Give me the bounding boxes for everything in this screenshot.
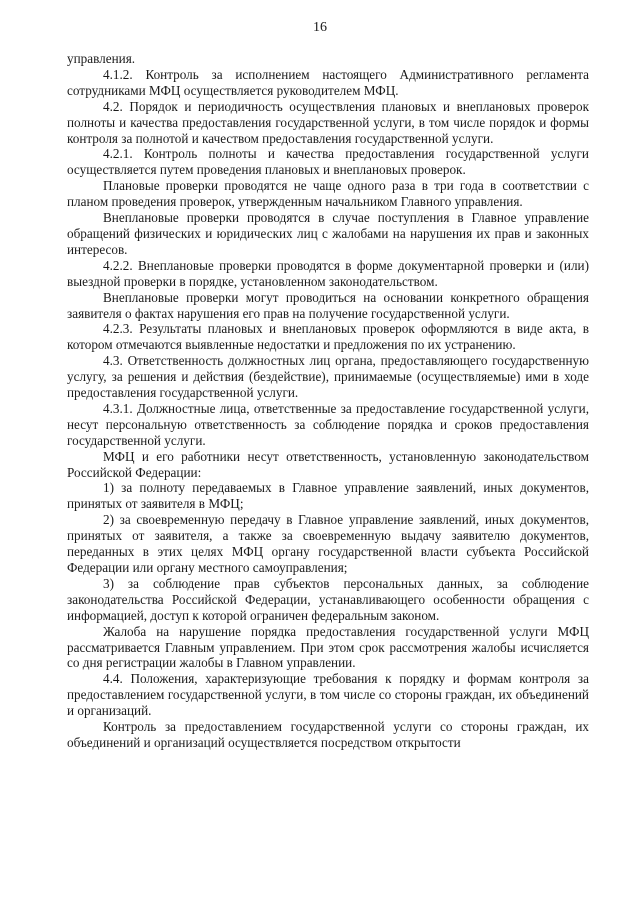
paragraph-4-3-1: 4.3.1. Должностные лица, ответственные за предоставление государственной услуги, несут персональную ответственность за соблюдение порядка и сроков предоставления государственной услуги. [67,400,589,448]
paragraph-public-control: Контроль за предоставлением государственной услуги со стороны граждан, их объединений и организаций осуществляется посредством открытости [67,719,589,750]
paragraph-4-4: 4.4. Положения, характеризующие требования к порядку и формам контроля за предоставлением государственной услуги, в том числе со стороны граждан, их объединений и организаций. [67,671,589,719]
list-item-3: 3) за соблюдение прав субъектов персональных данных, за соблюдение законодательства Российской Федерации, устанавливающего особенности обращения с информацией, доступ к которой ограничен федеральным законом. [67,575,589,623]
paragraph-continuation: управления. [67,51,136,66]
paragraph-unplanned-checks: Внеплановые проверки проводятся в случае поступления в Главное управление обращений физических и юридических лиц с жалобами на нарушения их прав и законных интересов. [67,210,589,257]
paragraph-4-2-3: 4.2.3. Результаты плановых и внеплановых проверок оформляются в виде акта, в котором отмечаются выявленные недостатки и предложения по их устранению. [67,321,589,353]
paragraph-4-3: 4.3. Ответственность должностных лиц органа, предоставляющего государственную услугу, за решения и действия (бездействие), принимаемые (осуществляемые) ими в ходе предоставления государственной услуги. [67,353,589,401]
paragraph-complaint: Жалоба на нарушение порядка предоставления государственной услуги МФЦ рассматривается Главным управлением. При этом срок рассмотрения жалобы исчисляется со дня регистрации жалобы в Главном управлении. [67,623,589,671]
paragraph-4-1-2: 4.1.2. Контроль за исполнением настоящего Административного регламента сотрудниками МФЦ осуществляется руководителем МФЦ. [67,66,589,98]
paragraph-unplanned-basis: Внеплановые проверки могут проводиться на основании конкретного обращения заявителя о фактах нарушения его прав на получение государственной услуги. [67,289,589,321]
list-item-2: 2) за своевременную передачу в Главное управление заявлений, иных документов, принятых от заявителя, а также за своевременную выдачу заявителю документов, переданных в этих целях МФЦ органу государственной власти субъекта Российской Федерации или органу местного самоуправления; [67,512,589,575]
document-body [67,51,589,751]
paragraph-planned-checks: Плановые проверки проводятся не чаще одного раза в три года в соответствии с планом проведения проверок, утвержденным начальником Главного управления. [67,178,589,210]
paragraph-mfc-responsibility: МФЦ и его работники несут ответственность, установленную законодательством Российской Федерации: [67,448,589,480]
paragraph-4-2-2: 4.2.2. Внеплановые проверки проводятся в форме документарной проверки и (или) выездной проверки в порядке, установленном законодательством. [67,257,589,289]
paragraph-4-2: 4.2. Порядок и периодичность осуществления плановых и внеплановых проверок полноты и качества предоставления государственной услуги, в том числе порядок и формы контроля за полнотой и качеством предоставления государственной услуги. [67,98,589,146]
page-number: 16 [313,20,327,35]
paragraph-4-2-1: 4.2.1. Контроль полноты и качества предоставления государственной услуги осуществляется путем проведения плановых и внеплановых проверок. [67,146,589,178]
list-item-1: 1) за полноту передаваемых в Главное управление заявлений, иных документов, принятых от заявителя в МФЦ; [67,480,589,512]
